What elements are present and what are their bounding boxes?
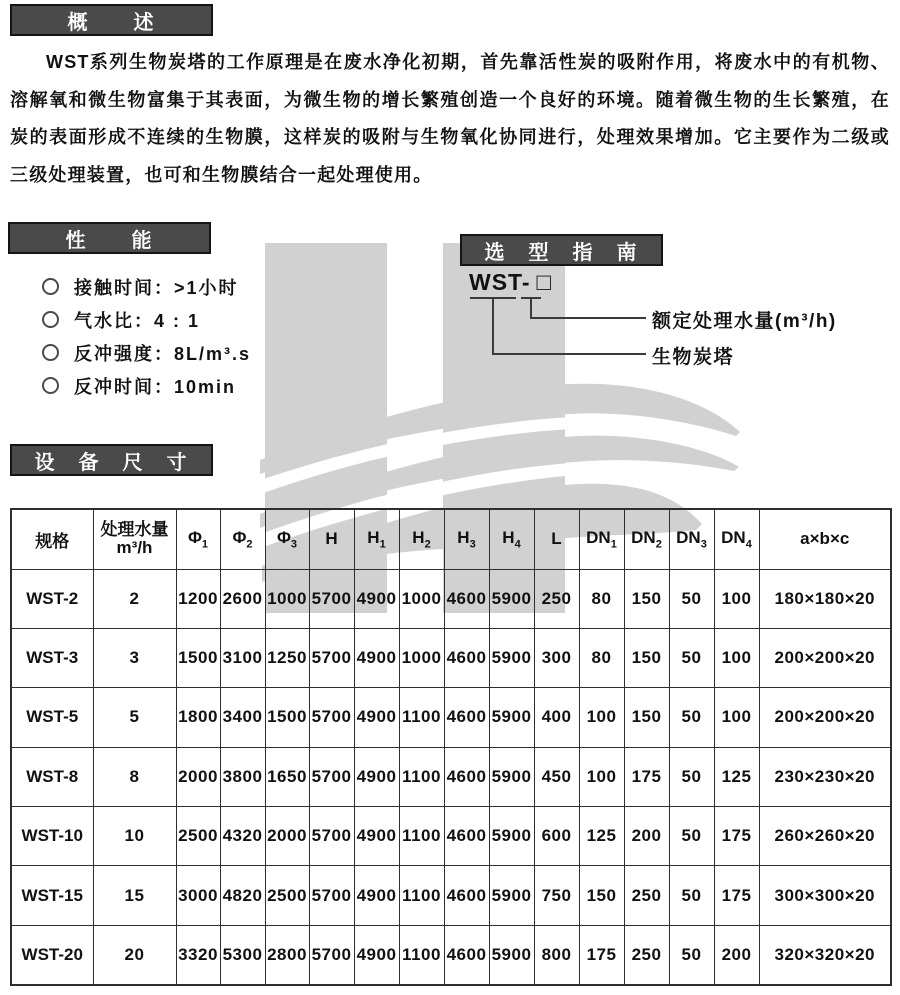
circle-bullet-icon [42,377,59,394]
row-spec-cell: WST-2 [11,569,93,628]
table-cell: 1100 [399,866,444,925]
table-cell: 5 [93,688,176,747]
table-cell: 4900 [354,569,399,628]
row-spec-cell: WST-8 [11,747,93,806]
table-cell: 50 [669,688,714,747]
table-cell: 100 [579,747,624,806]
table-cell: 5700 [309,569,354,628]
table-cell: 10 [93,807,176,866]
circle-bullet-icon [42,278,59,295]
overview-section-header [10,4,213,36]
spec-item [42,369,251,402]
table-cell: 200×200×20 [759,628,891,687]
circle-bullet-icon [42,344,59,361]
table-cell: 5700 [309,866,354,925]
table-cell: 5900 [489,747,534,806]
callout-label-rated-flow: 额定处理水量(m³/h) [652,311,837,332]
col-header: $DN_4$ [714,509,759,569]
table-cell: 15 [93,866,176,925]
spec-item [42,303,251,336]
table-cell: 2800 [265,925,309,984]
table-cell: 200 [624,807,669,866]
table-cell: 4600 [444,866,489,925]
table-row [11,747,891,806]
row-spec-cell: WST-10 [11,807,93,866]
header-row [11,509,891,569]
table-cell: 1800 [176,688,220,747]
table-cell: 4900 [354,925,399,984]
table-cell: 1650 [265,747,309,806]
table-cell: 4600 [444,807,489,866]
spec-item-text: 接触时间：>1小时 [74,277,239,298]
table-cell: 1000 [399,569,444,628]
performance-title: 性 能 [65,229,154,252]
table-cell: 250 [624,925,669,984]
table-cell: 3100 [220,628,265,687]
table-cell: 50 [669,569,714,628]
table-cell: 5900 [489,688,534,747]
table-cell: 400 [534,688,579,747]
spec-item-text: 反冲时间：10min [74,376,237,397]
table-cell: 3400 [220,688,265,747]
table-cell: 1500 [176,628,220,687]
table-cell: 4600 [444,747,489,806]
model-designation [469,269,552,296]
col-header: $\Phi_1$ [176,509,220,569]
table-cell: 3800 [220,747,265,806]
table-cell: 20 [93,925,176,984]
table-cell: 5900 [489,628,534,687]
spec-item [42,336,251,369]
table-cell: 5700 [309,925,354,984]
table-cell: 4900 [354,688,399,747]
col-header: $DN_2$ [624,509,669,569]
callout-label-tower: 生物炭塔 [652,347,735,368]
table-cell: 2 [93,569,176,628]
table-cell: 175 [714,807,759,866]
performance-section-header [8,222,211,254]
row-spec-cell: WST-15 [11,866,93,925]
table-cell: 1500 [265,688,309,747]
circle-bullet-icon [42,311,59,328]
table-cell: 125 [579,807,624,866]
table-cell: 80 [579,569,624,628]
table-row [11,569,891,628]
table-cell: 5900 [489,807,534,866]
table-cell: 150 [624,628,669,687]
table-cell: 450 [534,747,579,806]
table-cell: 8 [93,747,176,806]
spec-item-text: 反冲强度：8L/m³.s [74,343,252,364]
overview-paragraph: WST系列生物炭塔的工作原理是在废水净化初期，首先靠活性炭的吸附作用，将废水中的有机物、溶解氧和微生物富集于其表面，为微生物的增长繁殖创造一个良好的环境。随着微生物的生长繁殖，在炭的表面形成不连续的生物膜，这样炭的吸附与生物氧化协同进行，处理效果增加。它主要作为二级或三级处理装置，也可和生物膜结合一起处理使用。 [10,52,890,185]
table-cell: 1100 [399,688,444,747]
table-cell: 100 [579,688,624,747]
table-cell: 50 [669,866,714,925]
col-header: $H_1$ [354,509,399,569]
table-cell: 2600 [220,569,265,628]
table-cell: 200×200×20 [759,688,891,747]
table-cell: 800 [534,925,579,984]
table-cell: 3 [93,628,176,687]
spec-item [42,270,251,303]
callout-line [530,317,646,319]
table-cell: 100 [714,628,759,687]
table-cell: 80 [579,628,624,687]
table-cell: 5300 [220,925,265,984]
table-cell: 4900 [354,807,399,866]
row-spec-cell: WST-20 [11,925,93,984]
table-cell: 4600 [444,688,489,747]
table-row [11,866,891,925]
table-cell: 320×320×20 [759,925,891,984]
dimensions-table-head [11,509,891,569]
table-cell: 3000 [176,866,220,925]
selection-guide-title: 选 型 指 南 [484,241,639,264]
table-cell: 3320 [176,925,220,984]
table-cell: 4900 [354,747,399,806]
table-cell: 2500 [265,866,309,925]
table-cell: 1200 [176,569,220,628]
table-cell: 175 [624,747,669,806]
table-cell: 175 [579,925,624,984]
table-cell: 1000 [265,569,309,628]
dimensions-table [10,508,892,986]
model-prefix: WST- [469,269,531,295]
table-cell: 50 [669,628,714,687]
table-row [11,925,891,984]
row-spec-cell: WST-3 [11,628,93,687]
table-cell: 250 [624,866,669,925]
col-header: 规格 [11,509,93,569]
table-cell: 1100 [399,807,444,866]
col-header: $\Phi_2$ [220,509,265,569]
table-cell: 150 [624,569,669,628]
col-header: $\Phi_3$ [265,509,309,569]
table-cell: 2500 [176,807,220,866]
overview-title: 概 述 [67,11,156,34]
table-cell: 2000 [176,747,220,806]
col-header: L [534,509,579,569]
table-cell: 125 [714,747,759,806]
col-header: 处理水量 m³/h [93,509,176,569]
col-header: $H_2$ [399,509,444,569]
table-cell: 4600 [444,569,489,628]
table-cell: 100 [714,569,759,628]
table-cell: 100 [714,688,759,747]
selection-guide-section-header [460,234,663,266]
table-cell: 150 [579,866,624,925]
table-cell: 4320 [220,807,265,866]
table-cell: 180×180×20 [759,569,891,628]
callout-line [492,353,646,355]
callout-line [530,299,532,319]
table-cell: 600 [534,807,579,866]
col-header: $DN_1$ [579,509,624,569]
table-cell: 4820 [220,866,265,925]
table-cell: 1100 [399,747,444,806]
table-cell: 1000 [399,628,444,687]
table-cell: 5700 [309,688,354,747]
table-cell: 150 [624,688,669,747]
table-cell: 1100 [399,925,444,984]
table-cell: 260×260×20 [759,807,891,866]
col-header: H [309,509,354,569]
table-cell: 2000 [265,807,309,866]
table-cell: 4600 [444,925,489,984]
spec-item-text: 气水比：4 : 1 [74,310,201,331]
table-cell: 5700 [309,807,354,866]
table-cell: 50 [669,925,714,984]
dimensions-section-header [10,444,213,476]
table-row [11,628,891,687]
table-cell: 4600 [444,628,489,687]
col-header: $DN_3$ [669,509,714,569]
table-cell: 4900 [354,866,399,925]
table-cell: 5700 [309,747,354,806]
table-row [11,807,891,866]
dimensions-table-body [11,569,891,985]
table-cell: 50 [669,747,714,806]
table-cell: 200 [714,925,759,984]
table-cell: 5900 [489,866,534,925]
placeholder-box-icon: □ [536,268,552,296]
table-cell: 5900 [489,569,534,628]
callout-line [492,299,494,355]
col-header: $H_3$ [444,509,489,569]
table-cell: 4900 [354,628,399,687]
table-cell: 300 [534,628,579,687]
table-cell: 5700 [309,628,354,687]
table-cell: 50 [669,807,714,866]
table-cell: 250 [534,569,579,628]
table-cell: 300×300×20 [759,866,891,925]
table-cell: 175 [714,866,759,925]
performance-spec-list [42,270,251,402]
dimensions-title: 设 备 尺 寸 [34,451,189,474]
table-cell: 5900 [489,925,534,984]
table-cell: 230×230×20 [759,747,891,806]
col-header: a×b×c [759,509,891,569]
table-cell: 1250 [265,628,309,687]
table-cell: 750 [534,866,579,925]
col-header: $H_4$ [489,509,534,569]
table-row [11,688,891,747]
row-spec-cell: WST-5 [11,688,93,747]
